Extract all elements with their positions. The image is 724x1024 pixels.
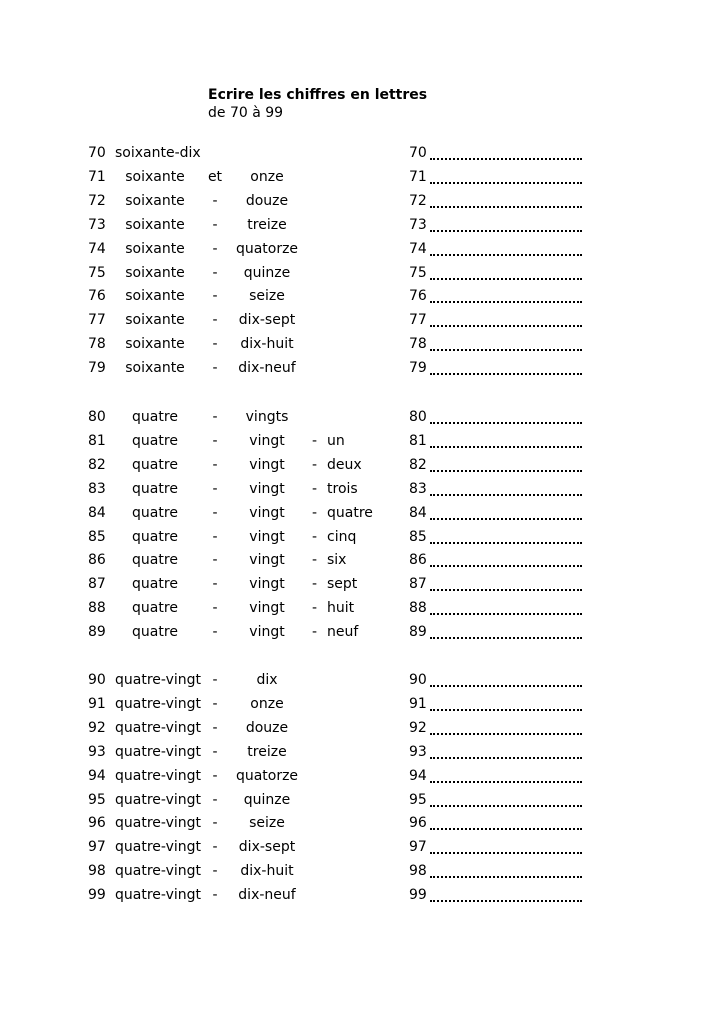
worksheet-header [208,86,427,122]
answer-number: 78 [409,336,427,353]
number-row [0,791,724,815]
connector-1: - [212,552,218,569]
word-2: dix-neuf [238,887,296,904]
row-number: 85 [88,528,106,545]
word-1: quatre [132,624,178,641]
answer-line[interactable] [430,757,582,759]
word-2: dix-sept [238,312,296,329]
word-1: soixante-dix [115,145,201,161]
answer-number: 92 [409,719,427,736]
word-2: vingt [249,480,285,497]
word-2: dix-huit [240,336,294,353]
answer-line[interactable] [430,182,582,184]
row-number: 88 [88,600,106,617]
connector-1: - [212,672,218,688]
word-2: seize [249,815,285,832]
word-2: vingt [249,456,285,473]
word-1: quatre [132,480,178,497]
word-2: vingt [249,576,285,593]
answer-number: 84 [409,504,427,521]
connector-2: - [312,456,318,473]
connector-1: - [212,695,218,712]
number-row [0,456,724,480]
word-2: vingt [249,624,285,641]
answer-number: 71 [409,168,427,185]
answer-number: 90 [409,672,427,688]
word-1: quatre [132,528,178,545]
connector-1: - [212,288,218,305]
answer-number: 91 [409,695,427,712]
word-1: quatre-vingt [115,719,201,736]
answer-line[interactable] [430,805,582,807]
answer-number: 70 [409,145,427,161]
word-1: quatre-vingt [115,791,201,808]
connector-1: - [212,624,218,641]
row-number: 98 [88,863,106,880]
answer-line[interactable] [430,278,582,280]
word-1: quatre [132,456,178,473]
word-1: quatre-vingt [115,815,201,832]
answer-line[interactable] [430,206,582,208]
answer-line[interactable] [430,781,582,783]
row-number: 75 [88,264,106,281]
answer-line[interactable] [430,518,582,520]
answer-line[interactable] [430,325,582,327]
connector-1: - [212,456,218,473]
answer-line[interactable] [430,230,582,232]
number-row [0,264,724,288]
number-row [0,504,724,528]
answer-number: 86 [409,552,427,569]
word-3: huit [327,600,355,617]
row-number: 74 [88,240,106,257]
word-2: quatorze [235,767,299,784]
word-1: soixante [125,240,185,257]
word-1: quatre [132,409,178,425]
answer-number: 82 [409,456,427,473]
connector-1: - [212,336,218,353]
word-1: quatre [132,432,178,449]
connector-1: - [212,576,218,593]
word-3: cinq [327,528,357,545]
row-number: 72 [88,192,106,209]
number-row [0,311,724,335]
number-row [0,862,724,886]
connector-2: - [312,624,318,641]
number-row [0,192,724,216]
row-number: 92 [88,719,106,736]
answer-number: 81 [409,432,427,449]
word-1: quatre-vingt [115,672,201,688]
answer-number: 73 [409,216,427,233]
word-2: vingt [249,552,285,569]
word-1: soixante [125,168,185,185]
row-number: 80 [88,409,106,425]
word-2: douze [245,719,289,736]
connector-1: - [212,863,218,880]
number-row [0,695,724,719]
word-1: quatre [132,600,178,617]
word-2: onze [250,695,284,712]
word-1: quatre-vingt [115,743,201,760]
answer-number: 79 [409,360,427,377]
connector-1: - [212,480,218,497]
connector-1: - [212,839,218,856]
answer-line[interactable] [430,373,582,375]
word-2: seize [249,288,285,305]
row-number: 73 [88,216,106,233]
connector-1: - [212,528,218,545]
word-2: treize [247,216,287,233]
answer-line[interactable] [430,733,582,735]
word-3: six [327,552,347,569]
connector-1: - [212,432,218,449]
answer-line[interactable] [430,876,582,878]
row-number: 83 [88,480,106,497]
answer-line[interactable] [430,637,582,639]
number-row [0,886,724,910]
answer-line[interactable] [430,828,582,830]
word-1: quatre-vingt [115,767,201,784]
row-number: 81 [88,432,106,449]
word-3: neuf [327,624,359,641]
answer-line[interactable] [430,446,582,448]
row-number: 71 [88,168,106,185]
answer-number: 89 [409,624,427,641]
number-row [0,719,724,743]
answer-line[interactable] [430,301,582,303]
worksheet-subtitle: de 70 à 99 [208,105,284,121]
number-row [0,408,724,432]
answer-line[interactable] [430,900,582,902]
number-row [0,623,724,647]
word-1: quatre [132,504,178,521]
answer-number: 99 [409,887,427,904]
word-2: quatorze [235,240,299,257]
number-row [0,743,724,767]
word-2: vingt [249,432,285,449]
answer-number: 96 [409,815,427,832]
connector-2: - [312,552,318,569]
word-2: onze [250,168,284,185]
connector-1: - [212,504,218,521]
number-row [0,575,724,599]
number-row [0,767,724,791]
word-1: quatre-vingt [115,887,201,904]
row-number: 82 [88,456,106,473]
row-number: 84 [88,504,106,521]
connector-1: et [207,168,223,185]
row-number: 91 [88,695,106,712]
answer-number: 98 [409,863,427,880]
row-number: 95 [88,791,106,808]
word-1: quatre-vingt [115,863,201,880]
answer-line[interactable] [430,254,582,256]
answer-number: 80 [409,409,427,425]
word-2: dix-huit [240,863,294,880]
connector-1: - [212,719,218,736]
answer-line[interactable] [430,565,582,567]
connector-2: - [312,480,318,497]
word-1: quatre [132,552,178,569]
answer-number: 74 [409,240,427,257]
word-2: douze [245,192,289,209]
worksheet-title: Ecrire les chiffres en lettres [208,87,428,103]
word-3: quatre [327,504,373,521]
word-2: vingt [249,504,285,521]
answer-number: 77 [409,312,427,329]
number-row [0,216,724,240]
word-2: vingt [249,600,285,617]
row-number: 70 [88,145,106,161]
connector-1: - [212,240,218,257]
answer-line[interactable] [430,589,582,591]
number-row [0,335,724,359]
word-2: dix-sept [238,839,296,856]
row-number: 87 [88,576,106,593]
word-2: dix-neuf [238,360,296,377]
connector-1: - [212,409,218,425]
number-row [0,240,724,264]
answer-number: 76 [409,288,427,305]
answer-line[interactable] [430,422,582,424]
connector-2: - [312,432,318,449]
word-1: soixante [125,288,185,305]
row-number: 89 [88,624,106,641]
connector-1: - [212,264,218,281]
row-number: 78 [88,336,106,353]
answer-line[interactable] [430,709,582,711]
row-number: 99 [88,887,106,904]
answer-number: 93 [409,743,427,760]
word-3: deux [327,456,362,473]
row-number: 94 [88,767,106,784]
word-1: soixante [125,312,185,329]
number-row [0,599,724,623]
word-1: quatre-vingt [115,839,201,856]
word-1: quatre-vingt [115,695,201,712]
word-3: trois [327,480,358,497]
answer-line[interactable] [430,470,582,472]
connector-2: - [312,504,318,521]
answer-line[interactable] [430,158,582,160]
word-1: quatre [132,576,178,593]
number-row [0,144,724,168]
connector-1: - [212,192,218,209]
connector-1: - [212,791,218,808]
row-number: 79 [88,360,106,377]
word-3: un [327,432,345,449]
word-2: vingts [245,409,289,425]
row-number: 97 [88,839,106,856]
word-2: treize [247,743,287,760]
word-1: soixante [125,360,185,377]
row-number: 90 [88,672,106,688]
number-row [0,480,724,504]
number-row [0,168,724,192]
number-row [0,814,724,838]
word-2: quinze [243,791,291,808]
row-number: 76 [88,288,106,305]
answer-number: 85 [409,528,427,545]
answer-number: 83 [409,480,427,497]
connector-1: - [212,815,218,832]
connector-1: - [212,767,218,784]
number-row [0,359,724,383]
connector-2: - [312,600,318,617]
row-number: 86 [88,552,106,569]
connector-2: - [312,528,318,545]
connector-1: - [212,216,218,233]
word-2: vingt [249,528,285,545]
answer-line[interactable] [430,852,582,854]
answer-number: 72 [409,192,427,209]
answer-line[interactable] [430,542,582,544]
answer-number: 95 [409,791,427,808]
connector-1: - [212,743,218,760]
answer-number: 75 [409,264,427,281]
answer-number: 94 [409,767,427,784]
row-number: 96 [88,815,106,832]
connector-1: - [212,312,218,329]
connector-1: - [212,887,218,904]
word-1: soixante [125,192,185,209]
connector-1: - [212,600,218,617]
answer-line[interactable] [430,613,582,615]
answer-number: 97 [409,839,427,856]
word-3: sept [327,576,358,593]
word-1: soixante [125,336,185,353]
row-number: 77 [88,312,106,329]
word-2: dix [256,672,278,688]
number-row [0,671,724,695]
number-row [0,838,724,862]
answer-number: 87 [409,576,427,593]
row-number: 93 [88,743,106,760]
word-1: soixante [125,264,185,281]
answer-number: 88 [409,600,427,617]
connector-1: - [212,360,218,377]
number-row [0,432,724,456]
word-1: soixante [125,216,185,233]
word-2: quinze [243,264,291,281]
answer-line[interactable] [430,685,582,687]
number-row [0,287,724,311]
answer-line[interactable] [430,494,582,496]
connector-2: - [312,576,318,593]
number-row [0,528,724,552]
answer-line[interactable] [430,349,582,351]
number-row [0,551,724,575]
